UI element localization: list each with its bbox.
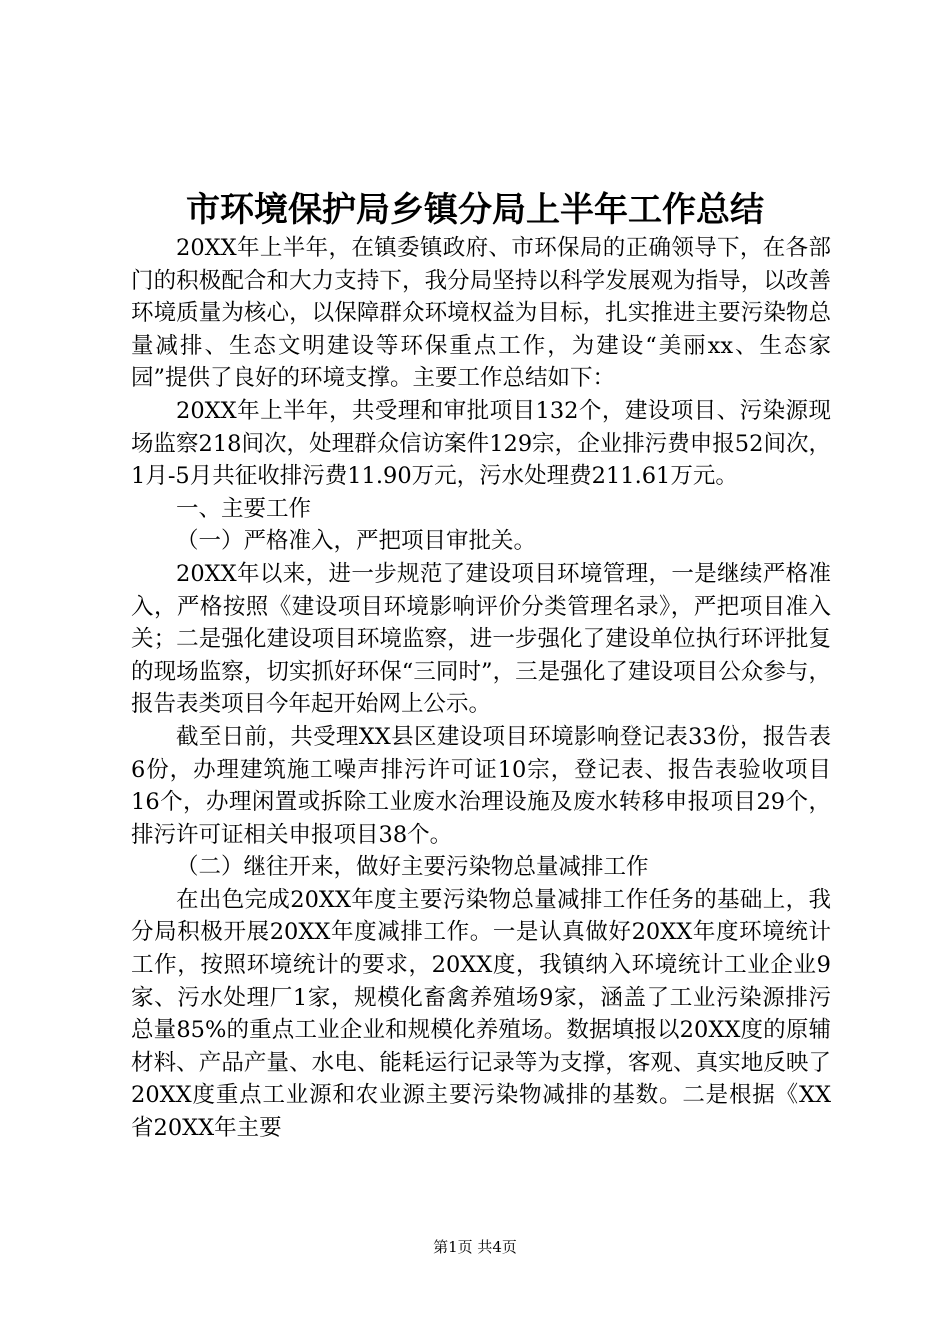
- subsection-heading-2: （二）继往开来，做好主要污染物总量减排工作: [176, 854, 649, 881]
- paragraph-project-management: 20XX年以来，进一步规范了建设项目环境管理，一是继续严格准入，严格按照《建设项目环境影响评价分类管理名录》，严把项目准入关；二是强化建设项目环境监察，进一步强化了建设单位执行环评批复的现场监察，切实抓好环保“三同时”，三是强化了建设项目公众参与，报告表类项目今年起开始网上公示。: [131, 560, 831, 718]
- subsection-heading-1: （一）严格准入，严把项目审批关。: [176, 528, 537, 555]
- paragraph-emission-reduction: 在出色完成20XX年度主要污染物总量减排工作任务的基础上，我分局积极开展20XX年度减排工作。一是认真做好20XX年度环境统计工作，按照环境统计的要求，20XX度，我镇纳入环境统计工业企业9家、污水处理厂1家，规模化畜禽养殖场9家，涵盖了工业污染源排污总量85%的重点工业企业和规模化养殖场。数据填报以20XX度的原辅材料、产品产量、水电、能耗运行记录等为支撑，客观、真实地反映了20XX度重点工业源和农业源主要污染物减排的基数。二是根据《XX省20XX年主要: [131, 886, 831, 1142]
- paragraph-summary-figures: 20XX年上半年，共受理和审批项目132个，建设项目、污染源现场监察218间次，处理群众信访案件129宗，企业排污费申报52间次，1月-5月共征收排污费11.90万元，污水处理费211.61万元。: [131, 397, 831, 490]
- paragraph-project-counts: 截至日前，共受理XX县区建设项目环境影响登记表33份，报告表6份，办理建筑施工噪声排污许可证10宗，登记表、报告表验收项目16个，办理闲置或拆除工业废水治理设施及废水转移申报项目29个，排污许可证相关申报项目38个。: [131, 723, 831, 848]
- document-title: 市环境保护局乡镇分局上半年工作总结: [186, 190, 764, 230]
- document-body: [131, 232, 831, 1145]
- page-footer: 第1页 共4页: [433, 1238, 517, 1256]
- section-heading-main-work: 一、主要工作: [176, 495, 312, 522]
- paragraph-intro: 20XX年上半年，在镇委镇政府、市环保局的正确领导下，在各部门的积极配合和大力支持下，我分局坚持以科学发展观为指导，以改善环境质量为核心，以保障群众环境权益为目标，扎实推进主要污染物总量减排、生态文明建设等环保重点工作，为建设“美丽xx、生态家园”提供了良好的环境支撑。主要工作总结如下：: [131, 235, 831, 392]
